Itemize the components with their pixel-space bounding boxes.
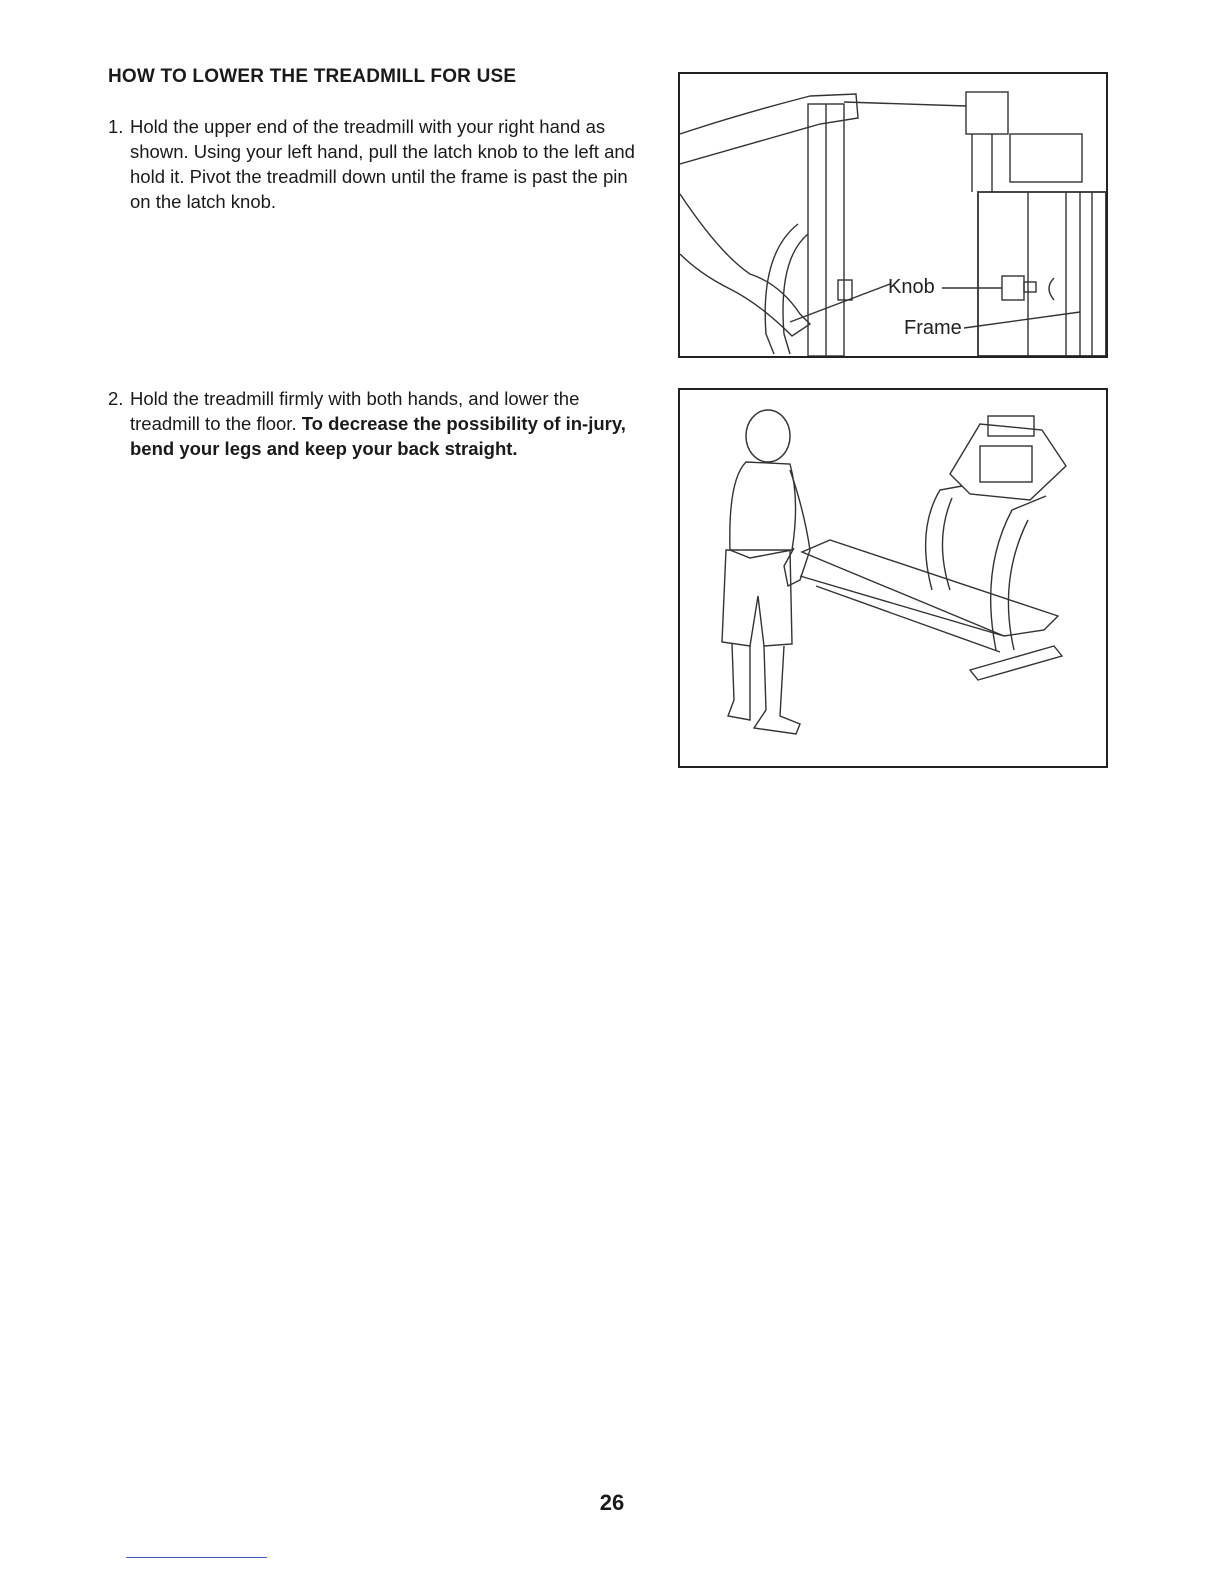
frame-callout: Frame — [904, 317, 962, 339]
instruction-step-1 — [108, 114, 643, 214]
step-text-container — [130, 386, 643, 461]
instruction-step-2 — [108, 386, 643, 461]
step-text: Hold the treadmill firmly with both hands, and lower the treadmill to the floor. — [130, 388, 580, 434]
lowering-treadmill-illustration — [678, 388, 1108, 768]
section-heading: HOW TO LOWER THE TREADMILL FOR USE — [108, 66, 517, 87]
step-warning: To decrease the possibility of in-jury, bend your legs and keep your back straight. — [130, 413, 626, 459]
lowering-treadmill-drawing — [680, 390, 1106, 766]
footer-rule — [126, 1557, 267, 1558]
step-number: 1. — [108, 116, 124, 137]
page-number: 26 — [599, 1490, 625, 1515]
step-number: 2. — [108, 388, 124, 409]
knob-callout: Knob — [888, 276, 935, 298]
latch-knob-illustration — [678, 72, 1108, 358]
step-text: Hold the upper end of the treadmill with your right hand as shown. Using your left hand, pull the latch knob to the left and hold it. Pivot the treadmill down until the frame is past the pin on the latch knob. — [130, 116, 635, 212]
latch-knob-drawing — [680, 74, 1106, 356]
